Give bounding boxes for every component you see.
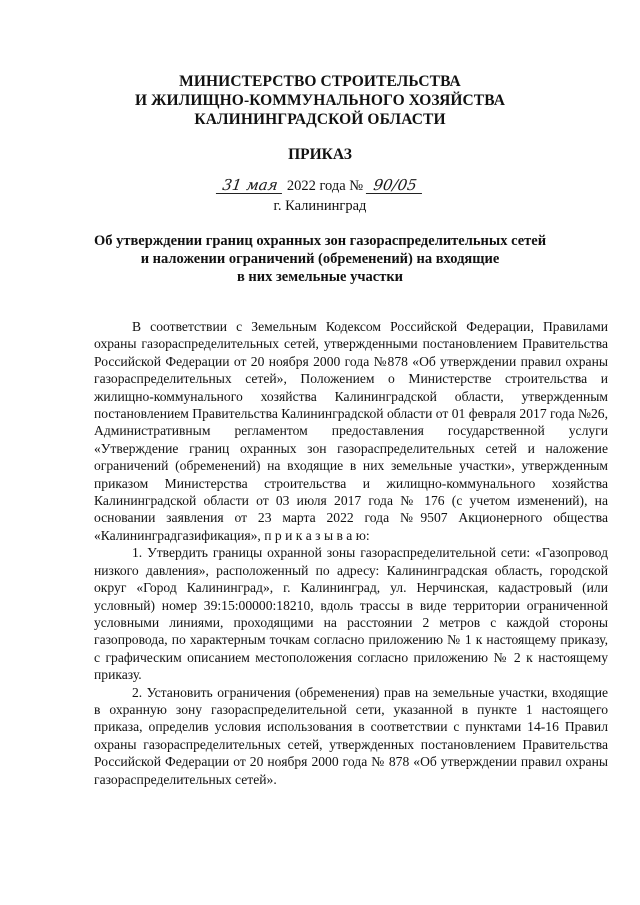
order-subject-line-1: Об утверждении границ охранных зон газораспределительных сетей — [93, 233, 547, 249]
body-paragraph-preamble: В соответствии с Земельным Кодексом Российской Федерации, Правилами охраны газораспределительных сетей, утвержденными постановлением Правительства Российской Федерации от 20 ноября 2000 года №878 «Об утверждении правил охраны газораспределительных сетей», Положением о Министерстве строительства и жилищно-коммунального хозяйства Калининградской области, утвержденным постановлением Правительства Калининградской области от 01 февраля 2017 года №26, Административным регламентом предоставления государственной услуги «Утверждение границ охранных зон газораспределительных сетей и наложение ограничений (обременений) на входящие в них земельные участки», утвержденным приказом Министерства строительства и жилищно-коммунального хозяйства Калининградской области от 03 июля 2017 года № 176 (с учетом изменений), на основании заявления от 23 марта 2022 года №9507 Акционерного общества «Калининградгазификация», п р и к а з ы в а ю: — [94, 319, 608, 543]
ministry-header — [0, 72, 640, 129]
order-year-text: 2022 года № — [286, 178, 364, 194]
body-paragraph-item-2: 2. Установить ограничения (обременения) прав на земельные участки, входящие в охранную зону газораспределительной сети, указанной в пункте 1 настоящего приказа, определив условия использования в соответствии с пунктами 14-16 Правил охраны газораспределительных сетей, утвержденных постановлением Правительства Российской Федерации от 20 ноября 2000 года № 878 «Об утверждении правил охраны газораспределительных сетей». — [94, 684, 608, 787]
order-body — [94, 318, 608, 788]
body-paragraph-item-1: 1. Утвердить границы охранной зоны газораспределительной сети: «Газопровод низкого давления», расположенный по адресу: Калининградская область, городской округ «Город Калининград», г. Калининград, ул. Нерчинская, кадастровый (или условный) номер 39:15:00000:18210, вдоль трассы в виде территории ограниченной условными линиями, проходящими на расстоянии 2 метров с каждой стороны газопровода, по характерным точкам согласно приложению № 1 к настоящему приказу, с графическим описанием местоположения согласно приложению № 2 к настоящему приказу. — [94, 545, 608, 683]
order-title: ПРИКАЗ — [288, 146, 352, 163]
order-subject — [0, 232, 640, 286]
order-subject-line-2: и наложении ограничений (обременений) на входящие — [140, 251, 500, 267]
order-subject-line-3: в них земельные участки — [236, 269, 404, 285]
ministry-header-line-2: И ЖИЛИЩНО-КОММУНАЛЬНОГО ХОЗЯЙСТВА — [134, 92, 506, 109]
ministry-header-line-1: МИНИСТЕРСТВО СТРОИТЕЛЬСТВА — [179, 73, 461, 90]
order-city: г. Калининград — [273, 198, 367, 214]
ministry-header-line-3: КАЛИНИНГРАДСКОЙ ОБЛАСТИ — [194, 111, 446, 128]
handwritten-date: 31 мая — [216, 178, 284, 194]
handwritten-order-number: 90/05 — [366, 178, 424, 194]
order-date-line — [0, 178, 640, 195]
